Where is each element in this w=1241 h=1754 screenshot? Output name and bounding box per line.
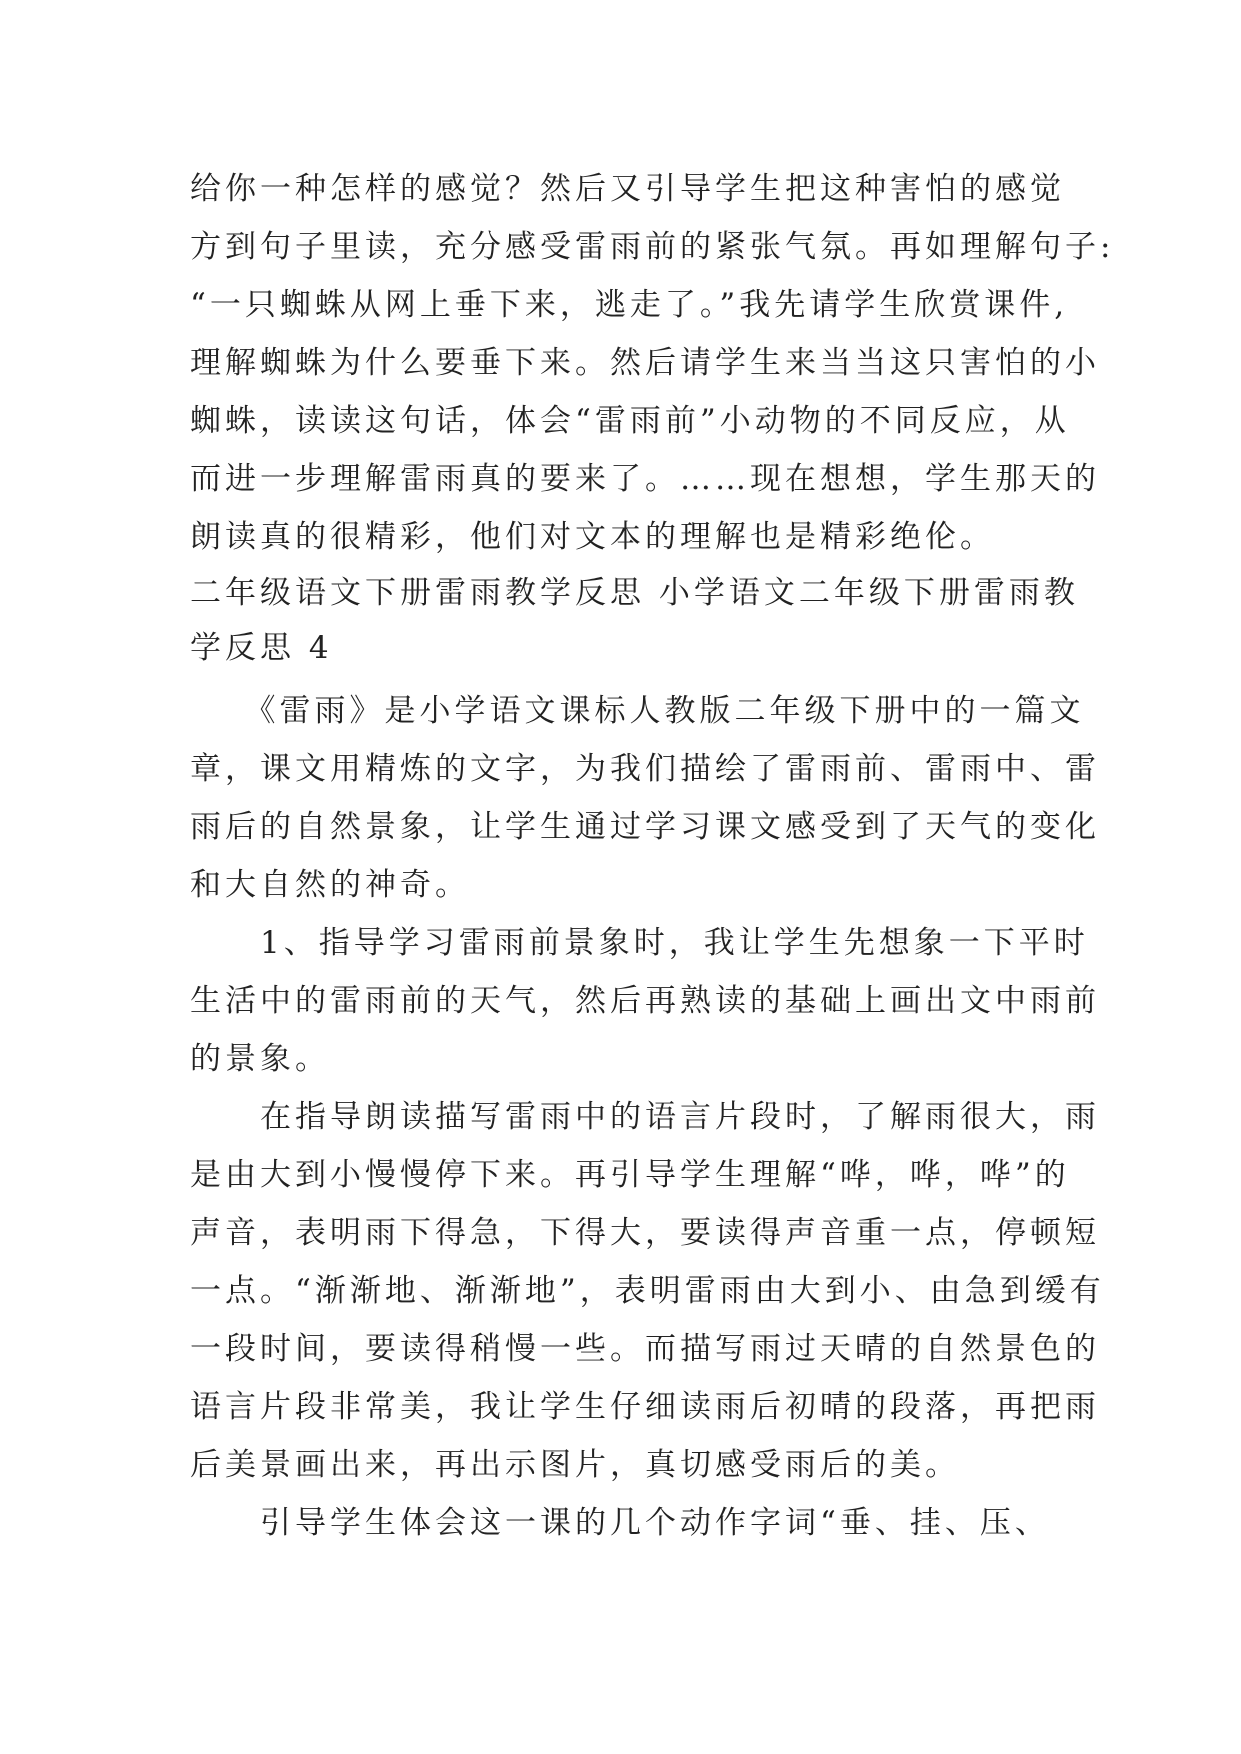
text-line: 而进一步理解雷雨真的要来了。……现在想想，学生那天的 bbox=[190, 461, 1100, 497]
text-line: 在指导朗读描写雷雨中的语言片段时，了解雨很大，雨 bbox=[190, 1099, 1100, 1135]
text-line: 和大自然的神奇。 bbox=[190, 867, 470, 903]
section-heading-line: 二年级语文下册雷雨教学反思 小学语文二年级下册雷雨教 bbox=[190, 575, 1079, 611]
text-line: 方到句子里读，充分感受雷雨前的紧张气氛。再如理解句子: bbox=[190, 229, 1115, 265]
text-line: 的景象。 bbox=[190, 1041, 330, 1077]
text-line: 蜘蛛，读读这句话，体会“雷雨前”小动物的不同反应，从 bbox=[190, 403, 1070, 439]
text-line: 声音，表明雨下得急，下得大，要读得声音重一点，停顿短 bbox=[190, 1215, 1100, 1251]
text-line: 朗读真的很精彩，他们对文本的理解也是精彩绝伦。 bbox=[190, 519, 995, 555]
text-line: 理解蜘蛛为什么要垂下来。然后请学生来当当这只害怕的小 bbox=[190, 345, 1100, 381]
text-line: 一点。“渐渐地、渐渐地”，表明雷雨由大到小、由急到缓有 bbox=[190, 1273, 1105, 1309]
text-line: 引导学生体会这一课的几个动作字词“垂、挂、压、 bbox=[190, 1505, 1050, 1541]
text-line: 语言片段非常美，我让学生仔细读雨后初晴的段落，再把雨 bbox=[190, 1389, 1100, 1425]
text-line: 雨后的自然景象，让学生通过学习课文感受到了天气的变化 bbox=[190, 809, 1100, 845]
text-line: 给你一种怎样的感觉？然后又引导学生把这种害怕的感觉 bbox=[190, 171, 1065, 207]
document-body bbox=[190, 160, 1115, 1552]
text-line: 《雷雨》是小学语文课标人教版二年级下册中的一篇文 bbox=[190, 693, 1085, 729]
text-line: 一段时间，要读得稍慢一些。而描写雨过天晴的自然景色的 bbox=[190, 1331, 1100, 1367]
text-line: 生活中的雷雨前的天气，然后再熟读的基础上画出文中雨前 bbox=[190, 983, 1100, 1019]
text-line: 章，课文用精炼的文字，为我们描绘了雷雨前、雷雨中、雷 bbox=[190, 751, 1100, 787]
text-line: “一只蜘蛛从网上垂下来，逃走了。”我先请学生欣赏课件, bbox=[190, 287, 1069, 323]
section-heading-line: 学反思 4 bbox=[190, 630, 333, 666]
text-line: 后美景画出来，再出示图片，真切感受雨后的美。 bbox=[190, 1447, 960, 1483]
text-line: 是由大到小慢慢停下来。再引导学生理解“哗，哗，哗”的 bbox=[190, 1157, 1070, 1193]
text-line: 1、指导学习雷雨前景象时，我让学生先想象一下平时 bbox=[190, 925, 1089, 961]
